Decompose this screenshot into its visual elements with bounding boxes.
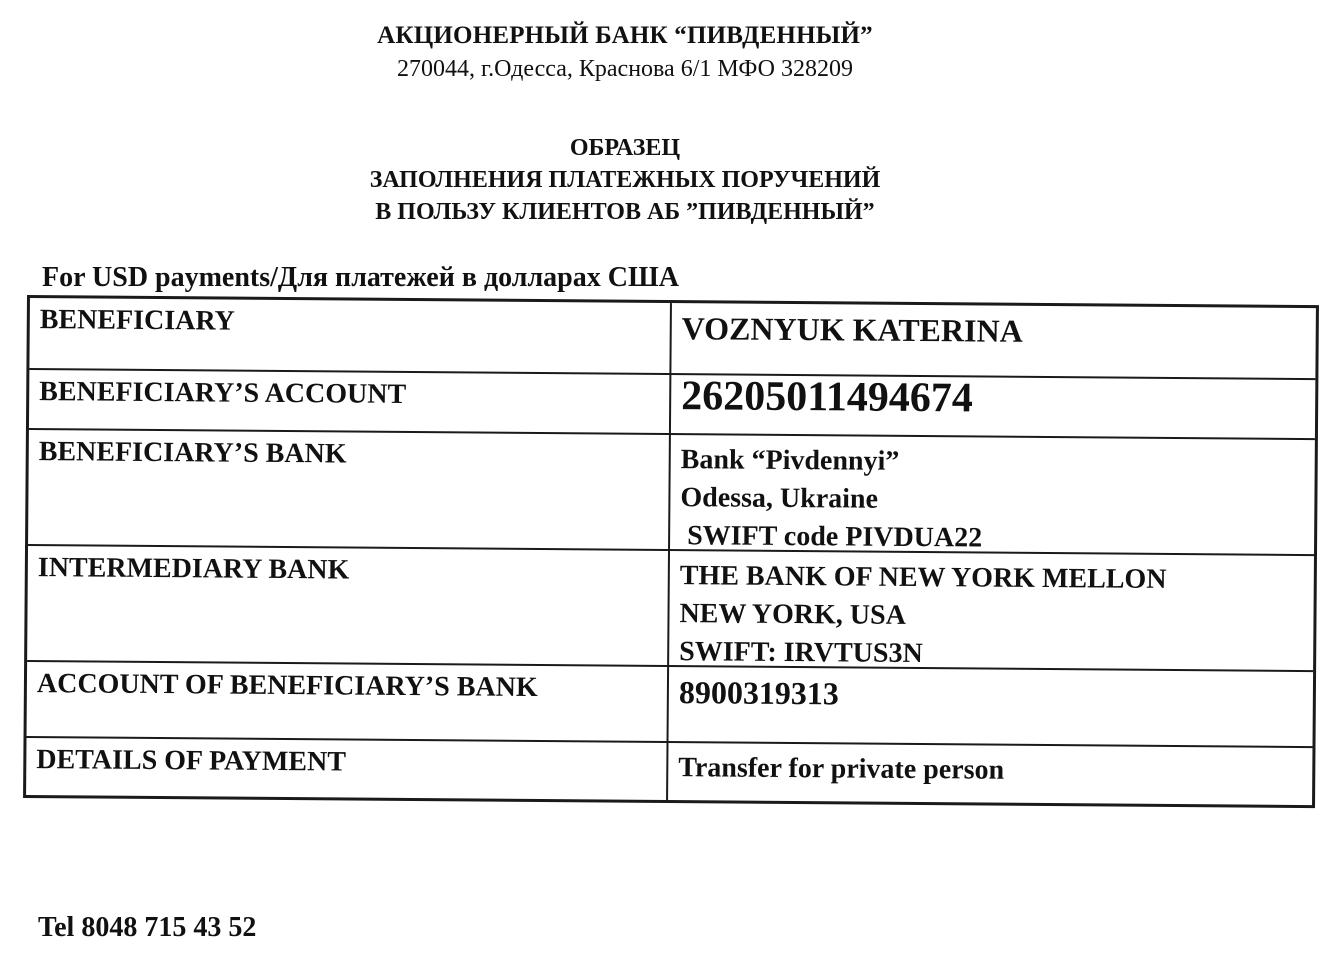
value-line: NEW YORK, USA [679, 598, 907, 631]
row-value [681, 373, 974, 422]
value-line: 8900319313 [678, 674, 840, 712]
row-value [679, 557, 1167, 675]
row-value [680, 441, 983, 557]
value-line: VOZNYUK KATERINA [681, 310, 1023, 349]
table-row-beneficiary-account [29, 370, 1315, 440]
value-line: Odessa, Ukraine [680, 482, 879, 515]
usd-payments-caption: For USD payments/Для платежей в долларах США [42, 262, 679, 293]
row-label: BENEFICIARY’S BANK [38, 436, 347, 470]
telephone-number: Tel 8048 715 43 52 [38, 912, 257, 943]
row-value [678, 749, 1004, 790]
payment-details-table [23, 295, 1319, 808]
row-label: ACCOUNT OF BENEFICIARY’S BANK [36, 668, 538, 704]
sample-title [0, 132, 1250, 228]
sample-title-line: В ПОЛЬЗУ КЛИЕНТОВ АБ ”ПИВДЕННЫЙ” [375, 199, 875, 225]
value-line: THE BANK OF NEW YORK MELLON [679, 560, 1167, 595]
bank-name: АКЦИОНЕРНЫЙ БАНК “ПИВДЕННЫЙ” [377, 22, 873, 49]
table-row-intermediary-bank [27, 546, 1314, 672]
table-row-beneficiary [29, 298, 1316, 380]
row-value [679, 673, 839, 712]
row-label: BENEFICIARY’S ACCOUNT [39, 376, 407, 410]
bank-address: 270044, г.Одесса, Краснова 6/1 МФО 328209 [397, 56, 853, 82]
row-label: DETAILS OF PAYMENT [36, 744, 347, 778]
sample-title-line: ЗАПОЛНЕНИЯ ПЛАТЕЖНЫХ ПОРУЧЕНИЙ [369, 167, 881, 193]
value-line: 26205011494674 [681, 373, 974, 422]
row-value [682, 309, 1023, 350]
table-row-details-of-payment [26, 738, 1312, 805]
value-line: Transfer for private person [678, 752, 1005, 786]
row-label: BENEFICIARY [39, 304, 235, 337]
sample-title-line: ОБРАЗЕЦ [569, 135, 681, 161]
table-row-account-of-beneficiary-bank [27, 662, 1314, 748]
row-label: INTERMEDIARY BANK [37, 552, 350, 586]
value-line: Bank “Pivdennyi” [680, 444, 900, 477]
value-line: SWIFT: IRVTUS3N [679, 636, 923, 670]
value-line: SWIFT code PIVDUA22 [680, 520, 983, 554]
table-row-beneficiary-bank [28, 430, 1315, 556]
